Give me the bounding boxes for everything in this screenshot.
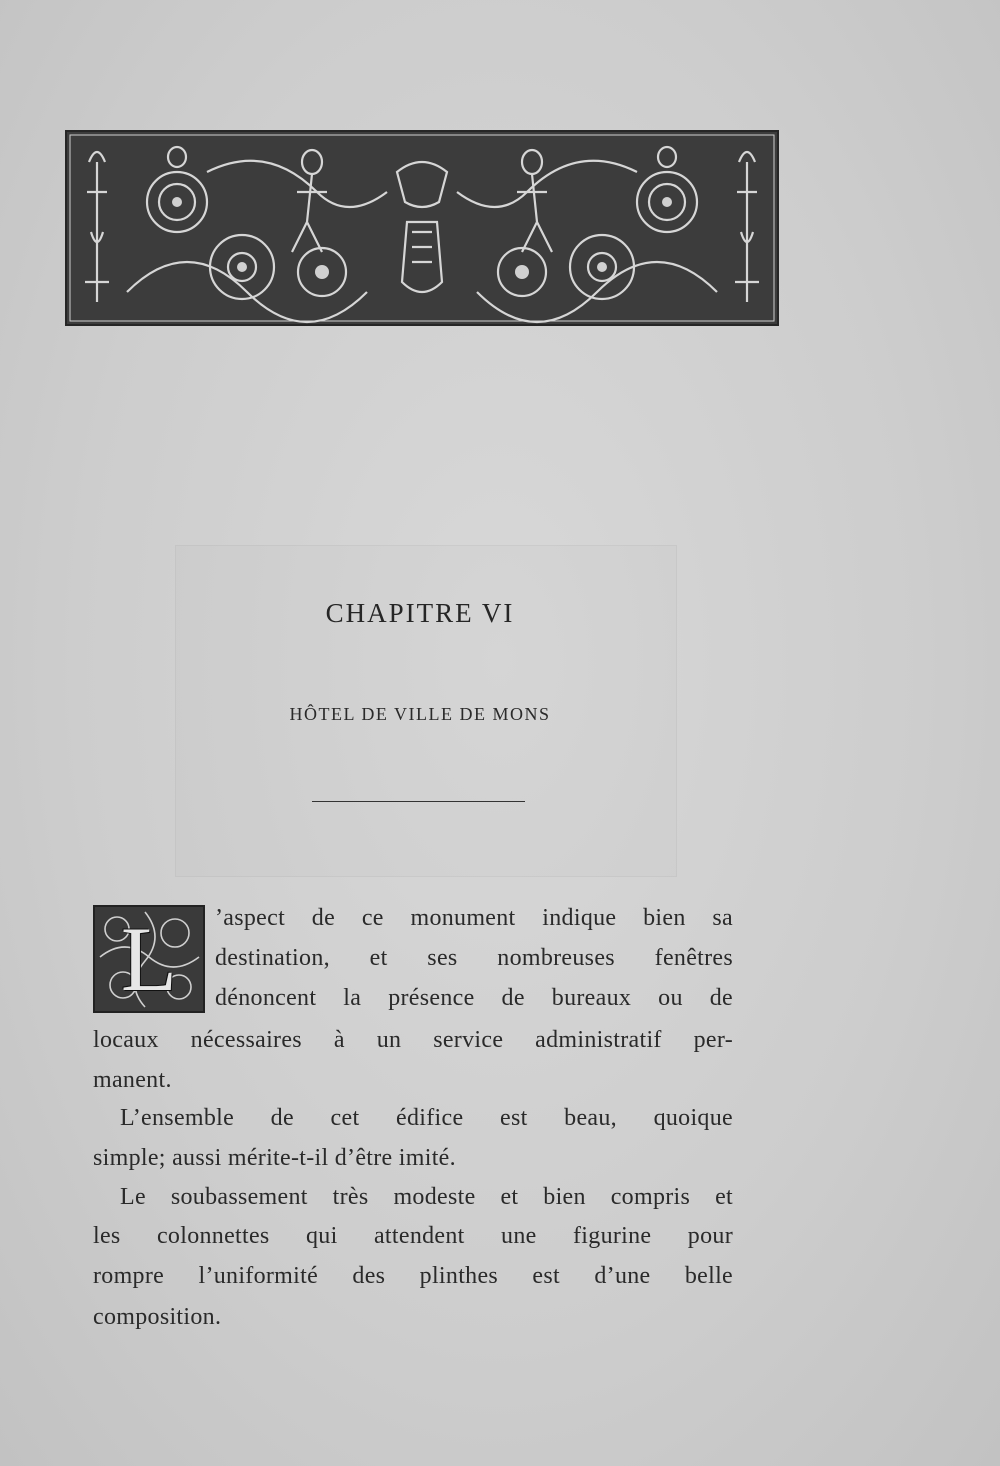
body-line: L’ensemble de cet édifice est beau, quoique	[120, 1105, 733, 1131]
body-line: simple; aussi mérite-t-il d’être imité.	[93, 1145, 456, 1171]
body-line: Le soubassement très modeste et bien compris et	[120, 1184, 733, 1210]
divider-rule	[312, 801, 525, 802]
ornamental-headpiece	[65, 130, 779, 326]
body-line: manent.	[93, 1067, 172, 1093]
drop-cap	[93, 905, 205, 1013]
arabesque-icon	[67, 132, 777, 324]
body-line: composition.	[93, 1304, 222, 1330]
drop-cap-letter: L	[120, 908, 178, 1010]
body-line: destination, et ses nombreuses fenêtres	[215, 945, 733, 971]
body-line: les colonnettes qui attendent une figurine pour	[93, 1223, 733, 1249]
body-line: rompre l’uniformité des plinthes est d’une belle	[93, 1263, 733, 1289]
chapter-subtitle: HÔTEL DE VILLE DE MONS	[289, 704, 551, 724]
body-line: locaux nécessaires à un service administratif per-	[93, 1027, 733, 1053]
body-line: ’aspect de ce monument indique bien sa	[215, 905, 733, 931]
body-line: dénoncent la présence de bureaux ou de	[215, 985, 733, 1011]
chapter-title: CHAPITRE VI	[325, 598, 515, 628]
